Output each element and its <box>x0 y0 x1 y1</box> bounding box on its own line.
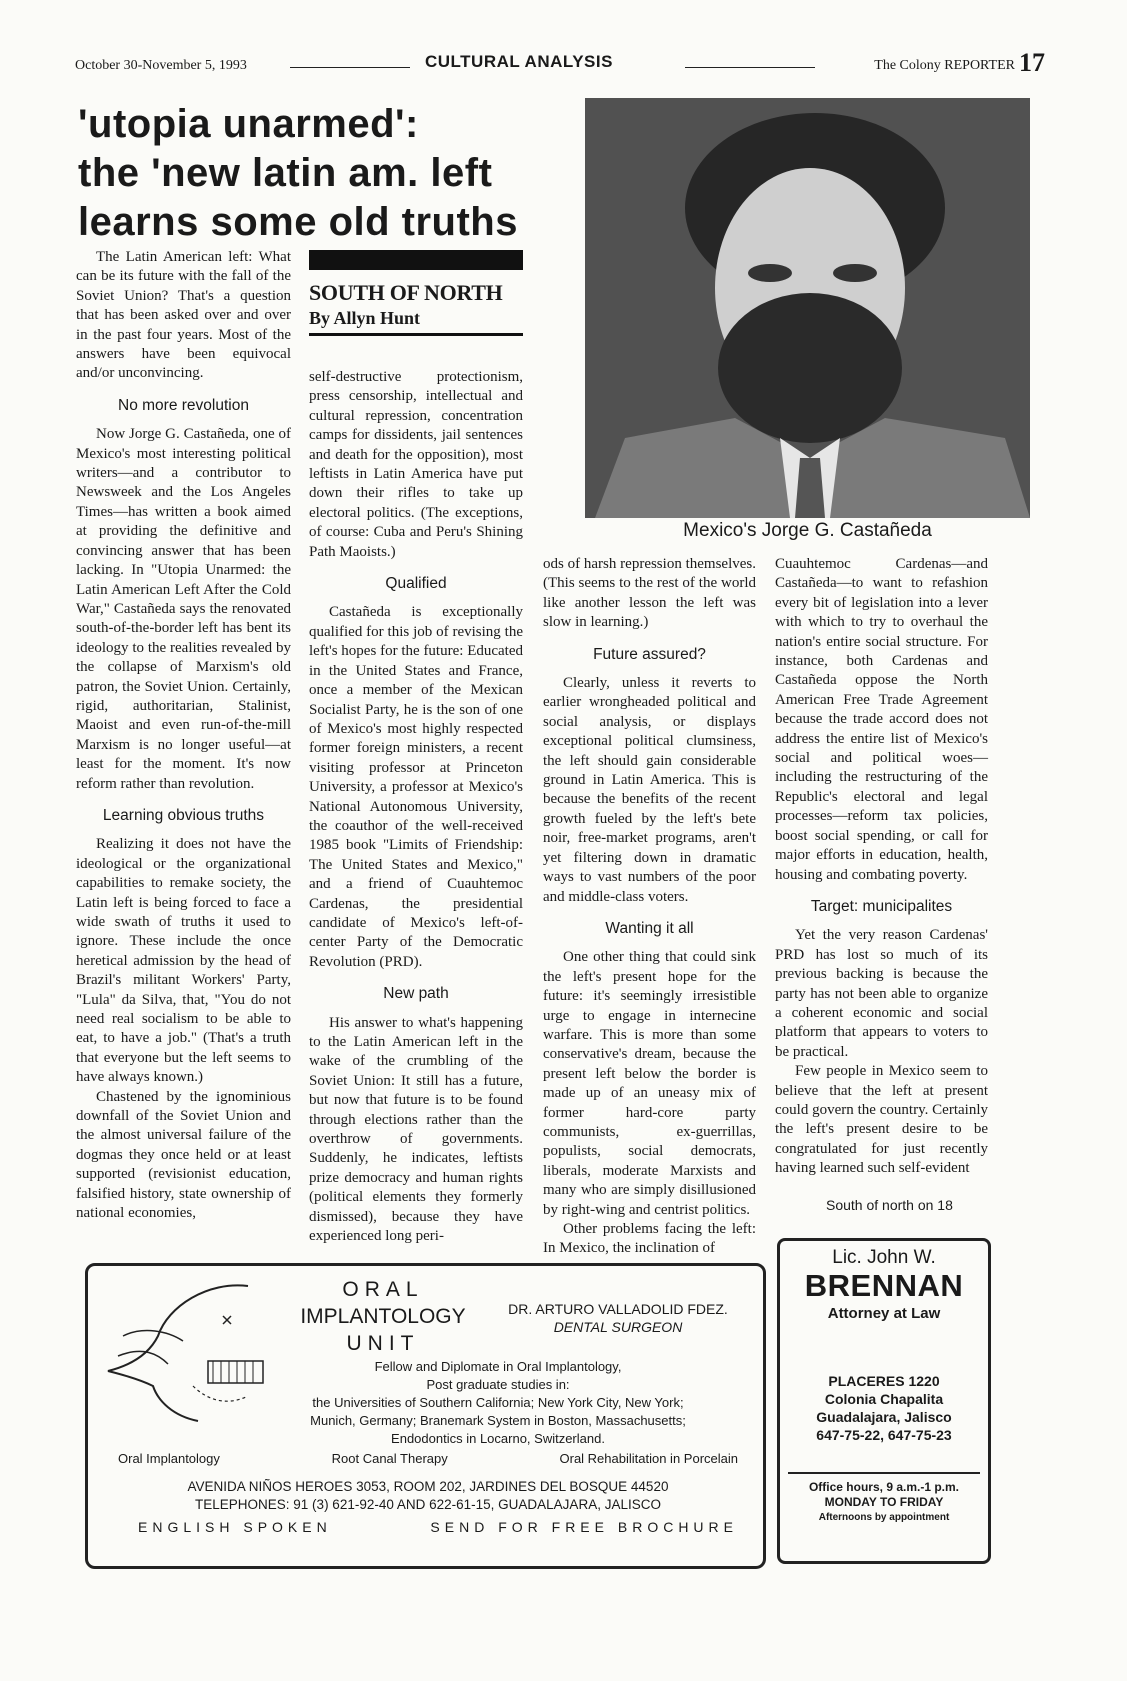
subheading: Target: municipalites <box>810 897 953 915</box>
headline-line: 'utopia unarmed': <box>78 102 419 146</box>
hours-line: Office hours, 9 a.m.-1 p.m. <box>808 1480 960 1494</box>
ad-title-line: IMPLANTOLOGY <box>300 1305 466 1328</box>
address-line: PLACERES 1220 <box>828 1373 940 1389</box>
article-column-4 <box>775 555 988 1179</box>
continued-note: South of north on 18 <box>826 1197 953 1213</box>
address-line: Colonia Chapalita <box>824 1391 944 1407</box>
footer-note: ENGLISH SPOKEN <box>138 1519 332 1535</box>
paragraph: Other problems facing the left: In Mexico, the inclination of <box>543 1221 756 1257</box>
ad-title <box>288 1276 478 1357</box>
article-column-1 <box>76 248 291 1224</box>
subheading: Future assured? <box>593 645 706 663</box>
doctor-role: DENTAL SURGEON <box>553 1319 683 1335</box>
doctor-name: DR. ARTURO VALLADOLID FDEZ. <box>508 1301 728 1317</box>
service-item: Root Canal Therapy <box>331 1451 448 1466</box>
portrait-photo <box>585 98 1030 518</box>
photo-caption: Mexico's Jorge G. Castañeda <box>683 520 932 541</box>
newspaper-name: The Colony REPORTER <box>874 58 1015 73</box>
paragraph: self-destructive protectionism, press censorship, intellectual and cultural repression, concentration camps for dissidents, jail sentences and death for the opposition), most leftists in Latin America have put down their rifles to take up electoral politics. (The exceptions, of course: Cuba and Peru's Shining Path Maoists.) <box>309 369 523 560</box>
ad-footer <box>138 1519 738 1535</box>
lawyer-advertisement <box>777 1238 991 1564</box>
article-column-3 <box>543 555 756 1259</box>
address-line: Guadalajara, Jalisco <box>816 1409 952 1425</box>
subheading: Qualified <box>385 575 447 593</box>
credential-line: Fellow and Diplomate in Oral Implantology, <box>374 1359 622 1374</box>
credential-line: the Universities of Southern California; New York City, New York; <box>312 1395 684 1410</box>
office-hours <box>780 1480 988 1525</box>
credential-line: Munich, Germany; Branemark System in Boston, Massachusetts; <box>310 1413 686 1428</box>
service-item: Oral Rehabilitation in Porcelain <box>559 1451 738 1466</box>
page-number: 17 <box>1019 48 1045 77</box>
paragraph: The Latin American left: What can be its future with the fall of the Soviet Union? That's a question that has been asked over and over in the past four years. Most of the answers have been equivocal and/or unconvincing. <box>76 249 291 382</box>
paragraph: One other thing that could sink the left's present hope for the future: it's seemingly irresistible urge to engage in internecine warfare. This is more than some conservative's dream, because the present left below the border is made up of an uneasy mix of former hard-core party communists, ex-guerrillas, populists, social democrats, liberals, moderate Marxists and many who are simply disillusioned by right-wing and centrist politics. <box>543 949 756 1218</box>
issue-date: October 30-November 5, 1993 <box>75 58 247 73</box>
paragraph: Few people in Mexico seem to believe that the left at present could govern the country. Certainly the left's present desire to be congratulated for just recently having learned such self-evident <box>775 1063 988 1177</box>
author-name: By Allyn Hunt <box>309 308 421 328</box>
paragraph: Yet the very reason Cardenas' PRD has lost so much of its previous backing is because the party has not been able to organize a coherent economic and social platform that appears to voters to be practical. <box>775 927 988 1060</box>
footer-note: SEND FOR FREE BROCHURE <box>430 1519 738 1535</box>
credentials <box>248 1358 748 1448</box>
paragraph: ods of harsh repression themselves. (This seems to the rest of the world like another lesson the left was slow in learning.) <box>543 556 756 631</box>
dental-address <box>108 1478 748 1514</box>
header-rule <box>685 67 815 68</box>
section-title: CULTURAL ANALYSIS <box>425 52 613 71</box>
address-line: AVENIDA NIÑOS HEROES 3053, ROOM 202, JARDINES DEL BOSQUE 44520 <box>187 1479 669 1494</box>
headline <box>78 100 578 247</box>
lawyer-role: Attorney at Law <box>827 1305 941 1322</box>
paragraph: Now Jorge G. Castañeda, one of Mexico's most interesting political writers—and a contributor to Newsweek and the Los Angeles Times—has written a book aimed at providing the definitive and convincing answer that has been lacking. In "Utopia Unarmed: the Latin American Left After the Cold War," Castañeda says the renovated south-of-the-border left has bent its ideology to the realities revealed by the collapse of Marxism's old patron, the Soviet Union. Certainly, rigid, authoritarian, Stalinist, Maoist and even run-of-the-mill Marxism is no longer useful—at least for the moment. It's now reform rather than revolution. <box>76 426 291 792</box>
column-title: SOUTH OF NORTH <box>309 280 503 305</box>
page-header <box>75 50 1045 78</box>
headline-line: learns some old truths <box>78 200 518 244</box>
services-list <box>118 1451 738 1466</box>
article-column-2 <box>309 368 523 1246</box>
service-item: Oral Implantology <box>118 1451 220 1466</box>
header-rule <box>290 67 410 68</box>
byline-rule <box>309 333 523 336</box>
headline-line: the 'new latin am. left <box>78 151 493 195</box>
subheading: Learning obvious truths <box>102 806 265 824</box>
subheading: No more revolution <box>118 396 249 414</box>
lawyer-address <box>780 1372 988 1444</box>
lawyer-name-line: Lic. John W. <box>832 1247 936 1268</box>
phone-line: 647-75-22, 647-75-23 <box>816 1427 952 1443</box>
paragraph: Chastened by the ignominious downfall of the Soviet Union and the almost universal failure of the dogmas they once held or at least supported (revisionist education, falsified history, state ownership of national economies, <box>76 1088 291 1222</box>
credential-line: Post graduate studies in: <box>426 1377 570 1392</box>
appointment-note: Afternoons by appointment <box>818 1512 950 1523</box>
lawyer-surname: BRENNAN <box>804 1268 964 1303</box>
ad-title-line: UNIT <box>346 1332 420 1355</box>
credential-line: Endodontics in Locarno, Switzerland. <box>391 1431 605 1446</box>
divider <box>788 1472 980 1474</box>
dental-advertisement <box>85 1263 766 1569</box>
subheading: New path <box>383 985 449 1003</box>
paragraph: Cuauhtemoc Cardenas—and Castañeda—to want to refashion every bit of legislation into a lever with which to try to overhaul the nation's entire social structure. For instance, both Cardenas and Castañeda oppose the North American Free Trade Agreement because the trade accord does not address the entire list of Mexico's social and political woes—including the restructuring of the Republic's electoral and legal processes—reform tax policies, boost social spending, or call for major efforts in education, health, housing and combating poverty. <box>775 556 988 883</box>
phone-line: TELEPHONES: 91 (3) 621-92-40 AND 622-61-15, GUADALAJARA, JALISCO <box>195 1497 661 1512</box>
doctor-info <box>498 1300 738 1336</box>
paragraph: His answer to what's happening to the Latin American left in the wake of the crumbling of the Soviet Union: It still has a future, but now that future is to be found through elections rather than the overthrow of governments. Suddenly, he indicates, leftists prize democracy and human rights (political elements they formerly dismissed), because they have experienced long peri- <box>309 1014 523 1245</box>
paragraph: Castañeda is exceptionally qualified for this job of revising the left's hopes for the future: Educated in the United States and France, once a member of the Mexican Socialist Party, he is the son of one of Mexico's most highly respected former foreign ministers, a recent visiting professor at Princeton University, a professor at Mexico's National Autonomous University, the coauthor of the well-received 1985 book "Limits of Friendship: The United States and Mexico," and a friend of Cuauhtemoc Cardenas, the presidential candidate of Mexico's left-of-center Party of the Democratic Revolution (PRD). <box>309 604 523 970</box>
ad-title-line: ORAL <box>342 1278 424 1301</box>
hours-line: MONDAY TO FRIDAY <box>824 1495 944 1509</box>
paragraph: Realizing it does not have the ideological or the organizational capabilities to remake society, the Latin left is being forced to face a wide swath of truths it used to ignore. These include the once heretical admission by the head of Brazil's militant Workers' Party, "Lula" da Silva, that, "You do not need real socialism to be able to eat, to have a job." (That's a truth that everyone but the left seems to have always known.) <box>76 836 291 1086</box>
portrait-image <box>585 98 1030 518</box>
subheading: Wanting it all <box>605 919 694 937</box>
byline-bar <box>309 250 523 270</box>
paragraph: Clearly, unless it reverts to earlier wrongheaded political and social analysis, or displays exceptional political clumsiness, the left should gain considerable ground in Latin America. This is because the benefits of the recent growth fueled by the left's bete noir, free-market programs, aren't yet filtering down in dramatic ways to vast numbers of the poor and middle-class voters. <box>543 675 756 905</box>
column-byline <box>309 250 523 336</box>
